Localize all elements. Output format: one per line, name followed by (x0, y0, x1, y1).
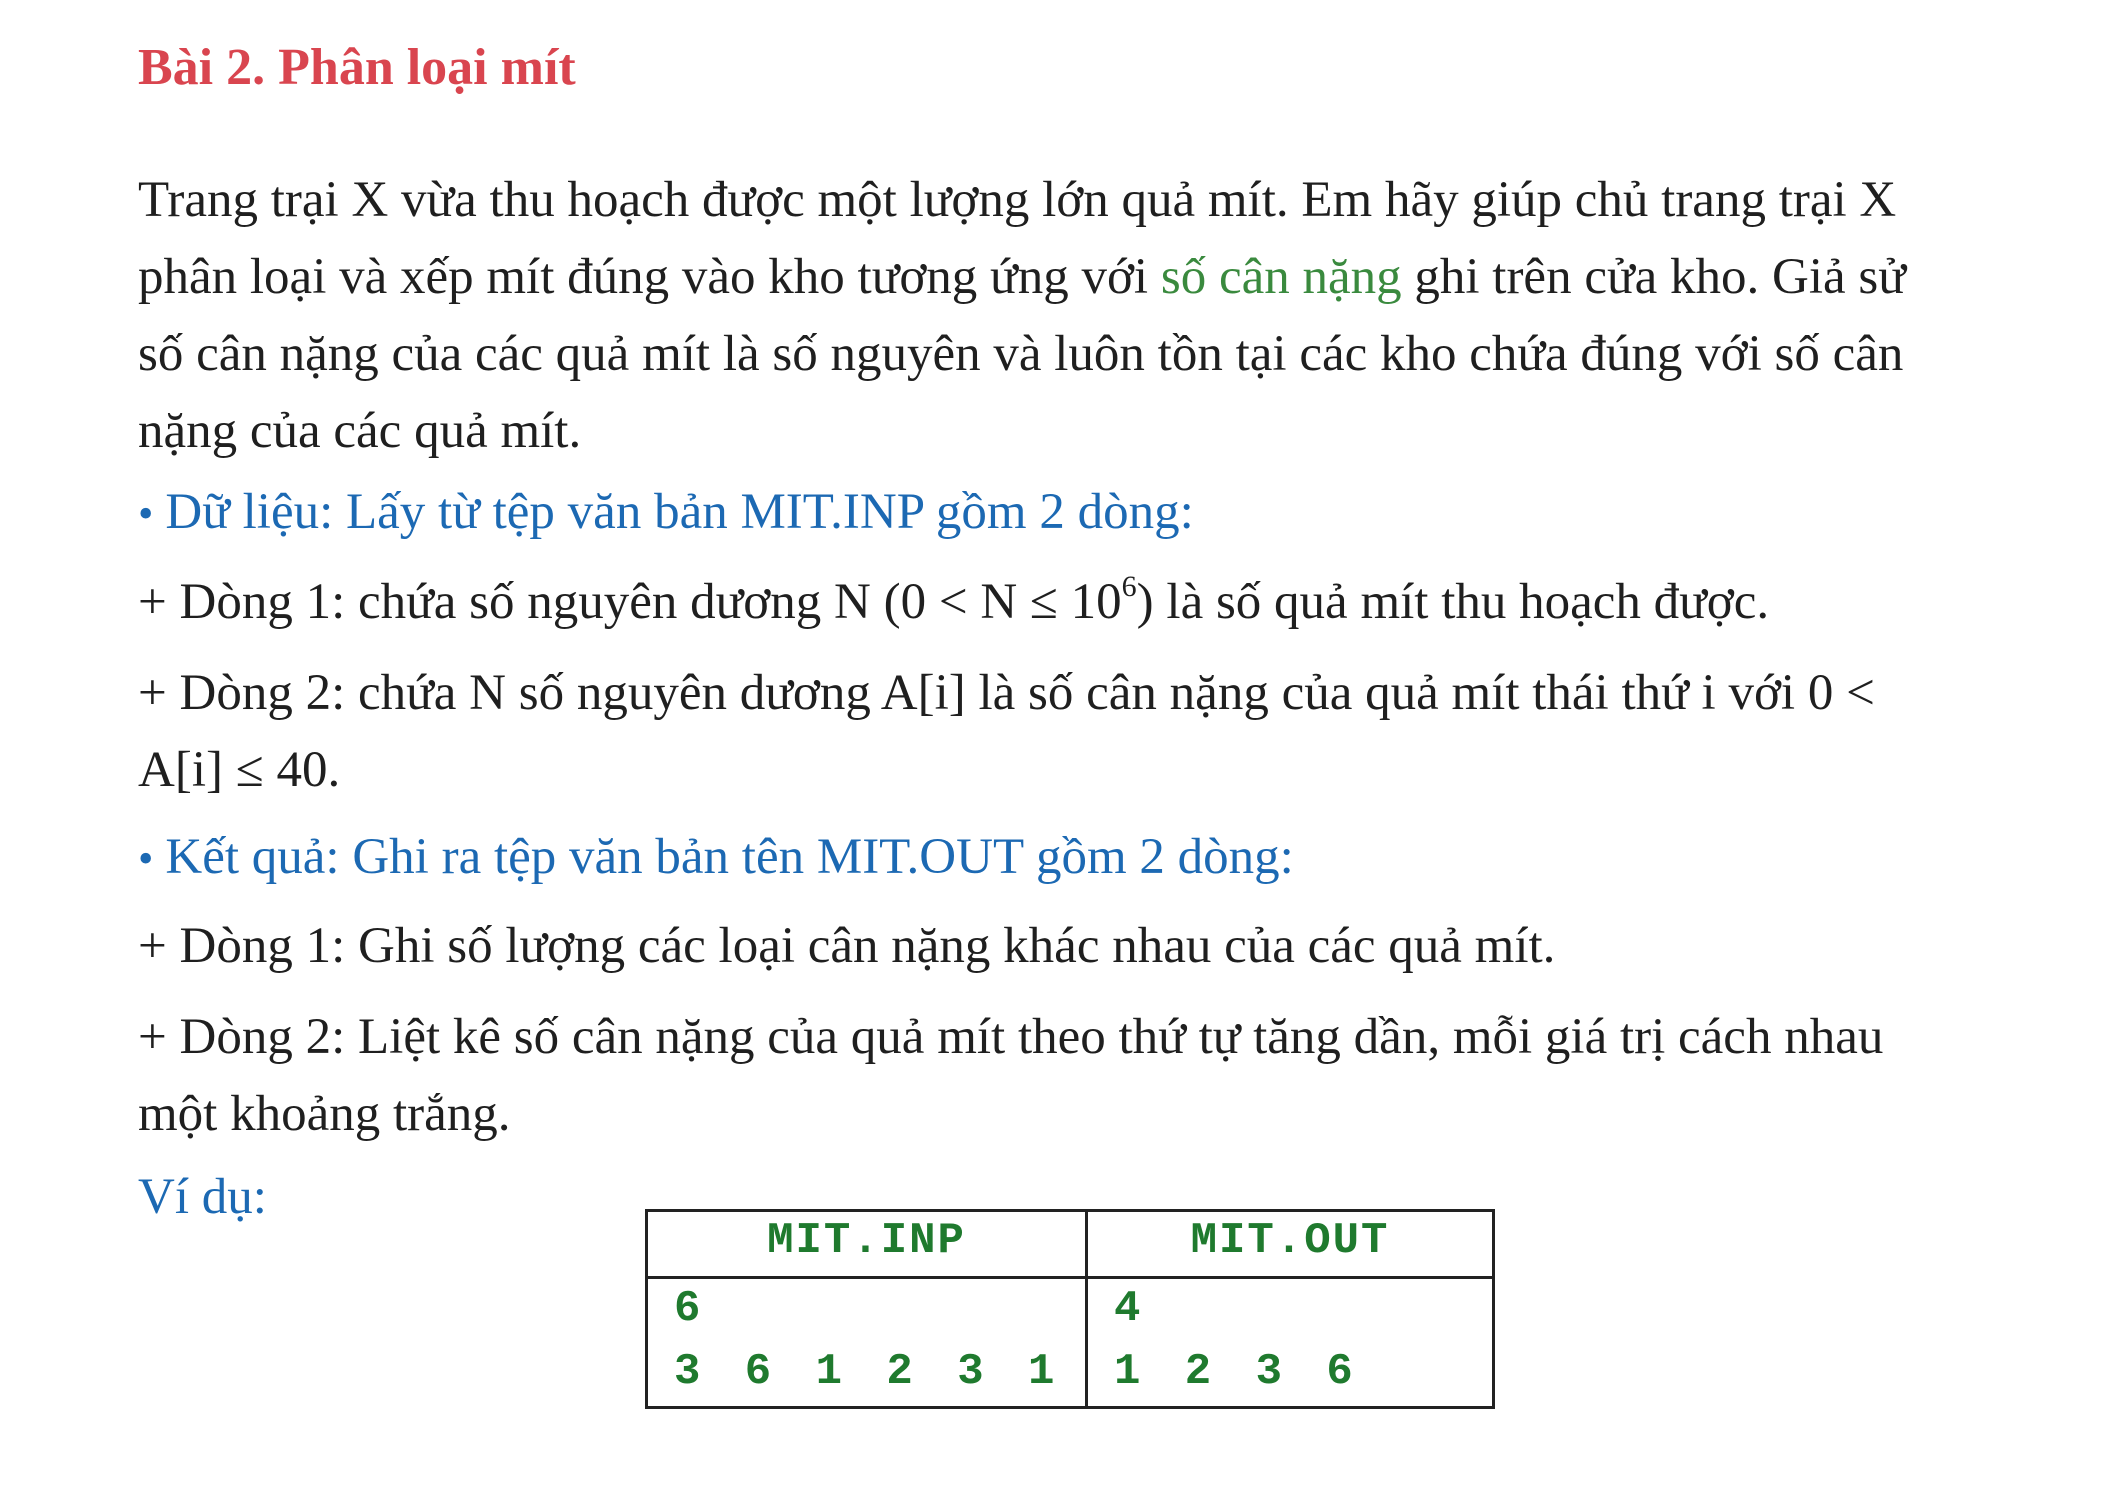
output-cell-row-1: 4 (1114, 1284, 1143, 1334)
example-table (645, 1209, 1495, 1409)
intro-line-1: Trang trại X vừa thu hoạch được một lượng lớn quả mít. Em hãy giúp chủ trang trại X (138, 172, 1897, 228)
intro-line-4: nặng của các quả mít. (138, 403, 582, 459)
intro-line-3: số cân nặng của các quả mít là số nguyên và luôn tồn tại các kho chứa đúng với số cân (138, 326, 1904, 382)
highlighted-term: số cân nặng (1160, 249, 1402, 305)
input-line-3: A[i] ≤ 40. (138, 742, 341, 798)
output-line-2-block (138, 999, 1883, 1153)
output-bullet: • (138, 834, 154, 883)
output-cell-row-2: 1 2 3 6 (1114, 1347, 1355, 1397)
input-line-1 (138, 564, 1769, 641)
table-row-divider (648, 1276, 1492, 1279)
input-cell-row-2: 3 6 1 2 3 1 (674, 1347, 1057, 1397)
input-cell-row-1: 6 (674, 1284, 703, 1334)
output-line-3: một khoảng trắng. (138, 1086, 511, 1142)
output-heading (138, 828, 1294, 886)
intro-paragraph (138, 162, 1906, 470)
example-label: Ví dụ: (138, 1169, 267, 1225)
input-line-1-start: + Dòng 1: chứa số nguyên dương N (0 < N ≤ 10 (138, 574, 1122, 630)
exercise-title: Bài 2. Phân loại mít (138, 39, 576, 96)
output-heading-text: Kết quả: Ghi ra tệp văn bản tên MIT.OUT gồm 2 dòng: (165, 829, 1294, 885)
input-line-2: + Dòng 2: chứa N số nguyên dương A[i] là số cân nặng của quả mít thái thứ i với 0 < (138, 665, 1875, 721)
input-bullet: • (138, 489, 154, 538)
intro-line-2-start: phân loại và xếp mít đúng vào kho tương ứng với (138, 249, 1161, 305)
input-line-2-block (138, 655, 1875, 809)
intro-line-2-end: ghi trên cửa kho. Giả sử (1401, 249, 1906, 305)
table-header-input: MIT.INP (767, 1216, 966, 1266)
output-line-1: + Dòng 1: Ghi số lượng các loại cân nặng khác nhau của các quả mít. (138, 918, 1556, 974)
input-heading-text: Dữ liệu: Lấy từ tệp văn bản MIT.INP gồm 2 dòng: (165, 484, 1194, 540)
exponent: 6 (1121, 570, 1137, 603)
input-line-1-end: ) là số quả mít thu hoạch được. (1136, 574, 1770, 630)
input-heading (138, 483, 1194, 541)
intro-line-2 (138, 239, 1906, 316)
output-line-2: + Dòng 2: Liệt kê số cân nặng của quả mít theo thứ tự tăng dần, mỗi giá trị cách nhau (138, 1009, 1884, 1065)
table-header-output: MIT.OUT (1190, 1216, 1390, 1266)
